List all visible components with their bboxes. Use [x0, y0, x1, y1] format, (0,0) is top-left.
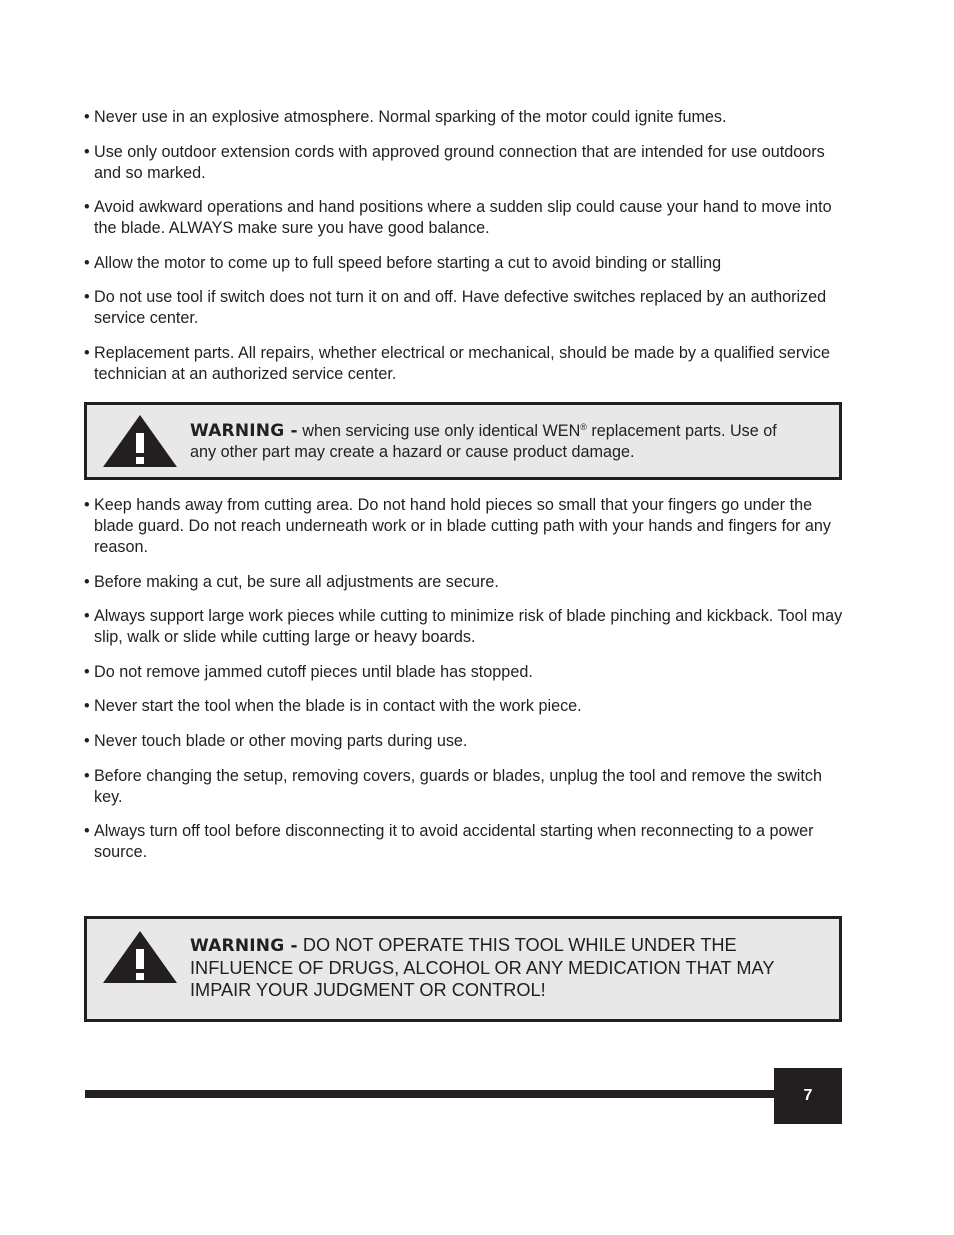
list-item: • Never touch blade or other moving parts during use. — [84, 731, 468, 750]
warning-triangle-icon — [101, 413, 179, 469]
warning-text — [190, 934, 803, 1001]
list-item: • Allow the motor to come up to full speed before starting a cut to avoid binding or stalling — [84, 253, 722, 272]
page-number: 7 — [774, 1068, 842, 1124]
list-item: • Never start the tool when the blade is in contact with the work piece. — [84, 697, 582, 716]
safety-list-top — [84, 107, 844, 399]
list-item: • Use only outdoor extension cords with approved ground connection that are intended for use outdoors and so marked. — [84, 142, 825, 182]
footer-rule — [85, 1090, 785, 1098]
list-item: • Do not use tool if switch does not turn it on and off. Have defective switches replaced by an authorized service center. — [84, 288, 827, 328]
list-item: • Replacement parts. All repairs, whether electrical or mechanical, should be made by a qualified service technician at an authorized service center. — [84, 343, 831, 383]
list-item: • Keep hands away from cutting area. Do not hand hold pieces so small that your fingers go under the blade guard. Do not reach underneath work or in blade cutting path with your hands and fingers for any reason. — [84, 496, 831, 556]
list-item: • Always support large work pieces while cutting to minimize risk of blade pinching and kickback. Tool may slip, walk or slide while cutting large or heavy boards. — [84, 607, 843, 647]
warning-text — [190, 421, 803, 463]
list-item: • Before making a cut, be sure all adjustments are secure. — [84, 572, 499, 591]
warning-body: when servicing use only identical WEN — [302, 422, 581, 440]
warning-label: WARNING - — [190, 936, 298, 956]
warning-box-drugs — [84, 916, 842, 1022]
list-item: • Do not remove jammed cutoff pieces until blade has stopped. — [84, 662, 533, 681]
warning-label: WARNING - — [190, 421, 298, 441]
list-item: • Never use in an explosive atmosphere. Normal sparking of the motor could ignite fumes. — [84, 108, 727, 126]
safety-list-bottom — [84, 495, 844, 877]
list-item: • Avoid awkward operations and hand positions where a sudden slip could cause your hand to move into the blade. ALWAYS make sure you have good balance. — [84, 198, 832, 238]
list-item: • Always turn off tool before disconnecting it to avoid accidental starting when reconnecting to a power source. — [84, 822, 814, 862]
warning-box-parts — [84, 402, 842, 480]
list-item: • Before changing the setup, removing covers, guards or blades, unplug the tool and remove the switch key. — [84, 766, 822, 806]
warning-body: DO NOT OPERATE THIS TOOL WHILE UNDER THE INFLUENCE OF DRUGS, ALCOHOL OR ANY MEDICATION THAT MAY IMPAIR YOUR JUDGMENT OR CONTROL! — [190, 935, 775, 1000]
warning-triangle-icon — [101, 929, 179, 985]
registered-mark: ® — [580, 422, 587, 432]
warning-body-cont: replacement parts. Use of any other part may create a hazard or cause product damage. — [190, 422, 777, 461]
